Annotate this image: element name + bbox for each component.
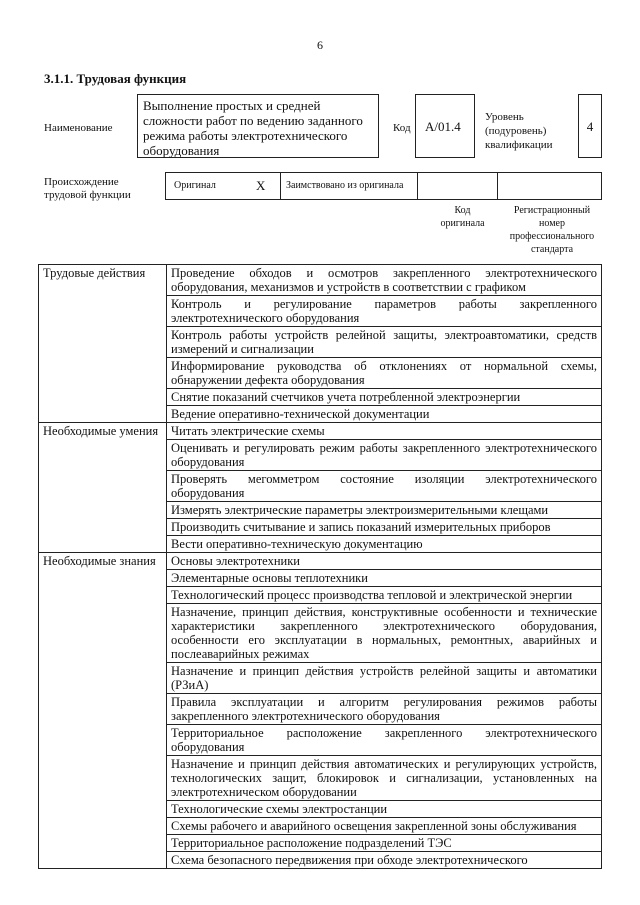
list-item: Правила эксплуатации и алгоритм регулирования режимов работы закрепленного электротехнического оборудования: [167, 694, 602, 725]
category-cell: Необходимые знания: [39, 553, 167, 869]
original-cell: [166, 173, 281, 199]
list-item: Технологический процесс производства тепловой и электрической энергии: [167, 587, 602, 604]
list-item: Назначение, принцип действия, конструктивные особенности и технические характеристики закрепленного электротехнического оборудования, особенности его эксплуатации в нормальных, ремонтных, аварийных и послеаварийных режимах: [167, 604, 602, 663]
list-item: Оценивать и регулировать режим работы закрепленного электротехнического оборудования: [167, 440, 602, 471]
page-number: 6: [317, 38, 323, 52]
list-item: Территориальное расположение закрепленного электротехнического оборудования: [167, 725, 602, 756]
list-item: Проведение обходов и осмотров закрепленного электротехнического оборудования, механизмов и устройств в соответствии с графиком: [167, 265, 602, 296]
name-label: Наименование: [44, 122, 113, 134]
list-item: Назначение и принцип действия устройств релейной защиты и автоматики (РЗиА): [167, 663, 602, 694]
list-item: Вести оперативно-техническую документацию: [167, 536, 602, 553]
category-cell: Трудовые действия: [39, 265, 167, 423]
original-mark: X: [256, 178, 266, 193]
list-item: Производить считывание и запись показаний измерительных приборов: [167, 519, 602, 536]
list-item: Информирование руководства об отклонениях от нормальной схемы, обнаружении дефекта оборудования: [167, 358, 602, 389]
list-item: Контроль работы устройств релейной защиты, электроавтоматики, средств измерений и сигнализации: [167, 327, 602, 358]
table-row: [39, 265, 602, 296]
registration-number-label: Регистрационный номер профессионального стандарта: [509, 205, 595, 255]
section-title: 3.1.1. Трудовая функция: [44, 71, 187, 86]
list-item: Основы электротехники: [167, 553, 602, 570]
category-cell: Необходимые умения: [39, 423, 167, 553]
labor-function-table: [38, 264, 602, 869]
table-row: [39, 553, 602, 570]
borrowed-cell: Заимствовано из оригинала: [281, 173, 418, 199]
code-label: Код: [393, 122, 411, 134]
list-item: Контроль и регулирование параметров работы закрепленного электротехнического оборудования: [167, 296, 602, 327]
original-label: Оригинал: [174, 180, 216, 191]
function-name-field: Выполнение простых и средней сложности работ по ведению заданного режима работы электротехнического оборудования: [137, 94, 379, 158]
qualification-level-field: 4: [578, 94, 602, 158]
list-item: Схема безопасного передвижения при обходе электротехнического: [167, 852, 602, 869]
list-item: Читать электрические схемы: [167, 423, 602, 440]
list-item: Измерять электрические параметры электроизмерительными клещами: [167, 502, 602, 519]
registration-number-cell: [498, 173, 602, 199]
list-item: Элементарные основы теплотехники: [167, 570, 602, 587]
list-item: Снятие показаний счетчиков учета потребленной электроэнергии: [167, 389, 602, 406]
original-code-cell: [418, 173, 498, 199]
list-item: Территориальное расположение подразделений ТЭС: [167, 835, 602, 852]
qualification-level-label: Уровень (подуровень) квалификации: [485, 111, 553, 151]
origin-row: [165, 172, 602, 200]
list-item: Схемы рабочего и аварийного освещения закрепленной зоны обслуживания: [167, 818, 602, 835]
list-item: Проверять мегомметром состояние изоляции электротехнического оборудования: [167, 471, 602, 502]
function-code-field: A/01.4: [415, 94, 475, 158]
table-row: [39, 423, 602, 440]
list-item: Технологические схемы электростанции: [167, 801, 602, 818]
list-item: Ведение оперативно-технической документации: [167, 406, 602, 423]
original-code-label: Код оригинала: [440, 205, 485, 229]
origin-label: Происхождение трудовой функции: [44, 176, 131, 201]
list-item: Назначение и принцип действия автоматических и регулирующих устройств, технологических защит, блокировок и сигнализации, установленных на электротехническом оборудовании: [167, 756, 602, 801]
